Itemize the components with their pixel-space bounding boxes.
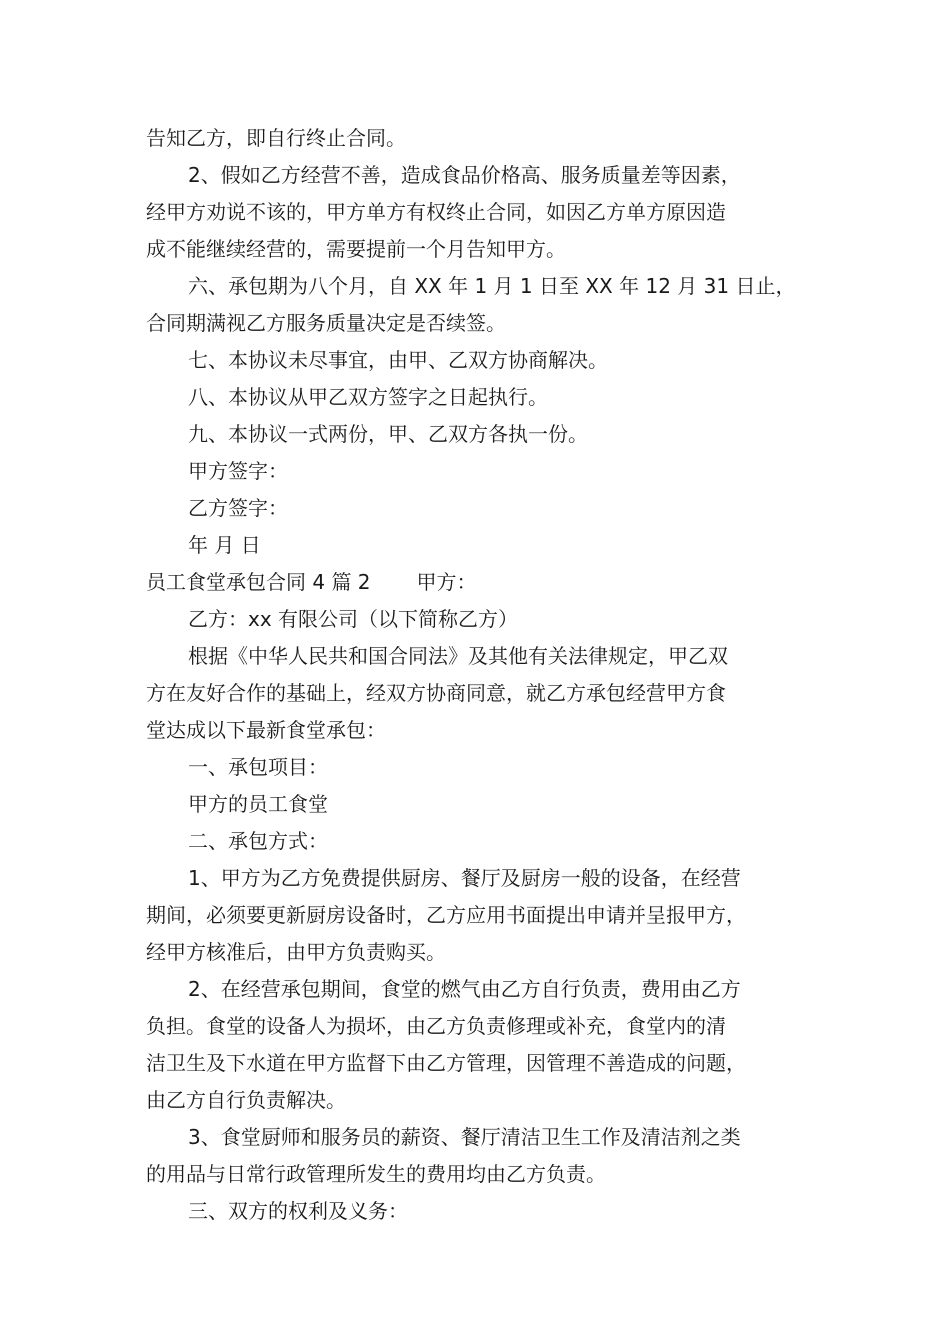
signature-line-party-b: 乙方签字： xyxy=(188,496,288,520)
paragraph-line: 由乙方自行负责解决。 xyxy=(146,1088,346,1112)
paragraph-line: 期间，必须要更新厨房设备时，乙方应用书面提出申请并呈报甲方， xyxy=(146,903,746,927)
signature-line-party-a: 甲方签字： xyxy=(188,459,288,483)
paragraph-line: 九、本协议一式两份，甲、乙双方各执一份。 xyxy=(188,422,588,446)
paragraph-line: 1、甲方为乙方免费提供厨房、餐厅及厨房一般的设备，在经营 xyxy=(188,866,741,890)
paragraph-line: 八、本协议从甲乙双方签字之日起执行。 xyxy=(188,385,548,409)
paragraph-line: 方在友好合作的基础上，经双方协商同意，就乙方承包经营甲方食 xyxy=(146,681,726,705)
paragraph-line: 三、双方的权利及义务： xyxy=(188,1199,408,1223)
paragraph-line: 一、承包项目： xyxy=(188,755,328,779)
date-line: 年 月 日 xyxy=(188,533,261,557)
paragraph-line: 的用品与日常行政管理所发生的费用均由乙方负责。 xyxy=(146,1162,606,1186)
document-body xyxy=(146,120,806,1230)
paragraph-line: 2、假如乙方经营不善，造成食品价格高、服务质量差等因素， xyxy=(188,163,741,187)
paragraph-line: 成不能继续经营的，需要提前一个月告知甲方。 xyxy=(146,237,566,261)
paragraph-line: 根据《中华人民共和国合同法》及其他有关法律规定，甲乙双 xyxy=(188,644,728,668)
paragraph-line: 负担。食堂的设备人为损坏，由乙方负责修理或补充，食堂内的清 xyxy=(146,1014,726,1038)
paragraph-line: 3、食堂厨师和服务员的薪资、餐厅清洁卫生工作及清洁剂之类 xyxy=(188,1125,741,1149)
paragraph-line: 二、承包方式： xyxy=(188,829,328,853)
paragraph-line: 合同期满视乙方服务质量决定是否续签。 xyxy=(146,311,506,335)
paragraph-line: 经甲方核准后，由甲方负责购买。 xyxy=(146,940,446,964)
paragraph-line: 甲方的员工食堂 xyxy=(188,792,328,816)
paragraph-line: 七、本协议未尽事宜，由甲、乙双方协商解决。 xyxy=(188,348,608,372)
heading-party: 甲方： xyxy=(416,570,477,594)
paragraph-line: 2、在经营承包期间，食堂的燃气由乙方自行负责，费用由乙方 xyxy=(188,977,741,1001)
paragraph-line: 乙方：xx 有限公司（以下简称乙方） xyxy=(188,607,519,631)
paragraph-line: 六、承包期为八个月，自 XX 年 1 月 1 日至 XX 年 12 月 31 日止， xyxy=(188,274,796,298)
section-heading xyxy=(146,564,806,601)
paragraph-line: 堂达成以下最新食堂承包： xyxy=(146,718,386,742)
paragraph-line: 经甲方劝说不该的，甲方单方有权终止合同，如因乙方单方原因造 xyxy=(146,200,726,224)
heading-title: 员工食堂承包合同 4 篇 2 xyxy=(146,570,371,594)
paragraph-line: 洁卫生及下水道在甲方监督下由乙方管理，因管理不善造成的问题， xyxy=(146,1051,746,1075)
paragraph-line: 告知乙方，即自行终止合同。 xyxy=(146,126,406,150)
